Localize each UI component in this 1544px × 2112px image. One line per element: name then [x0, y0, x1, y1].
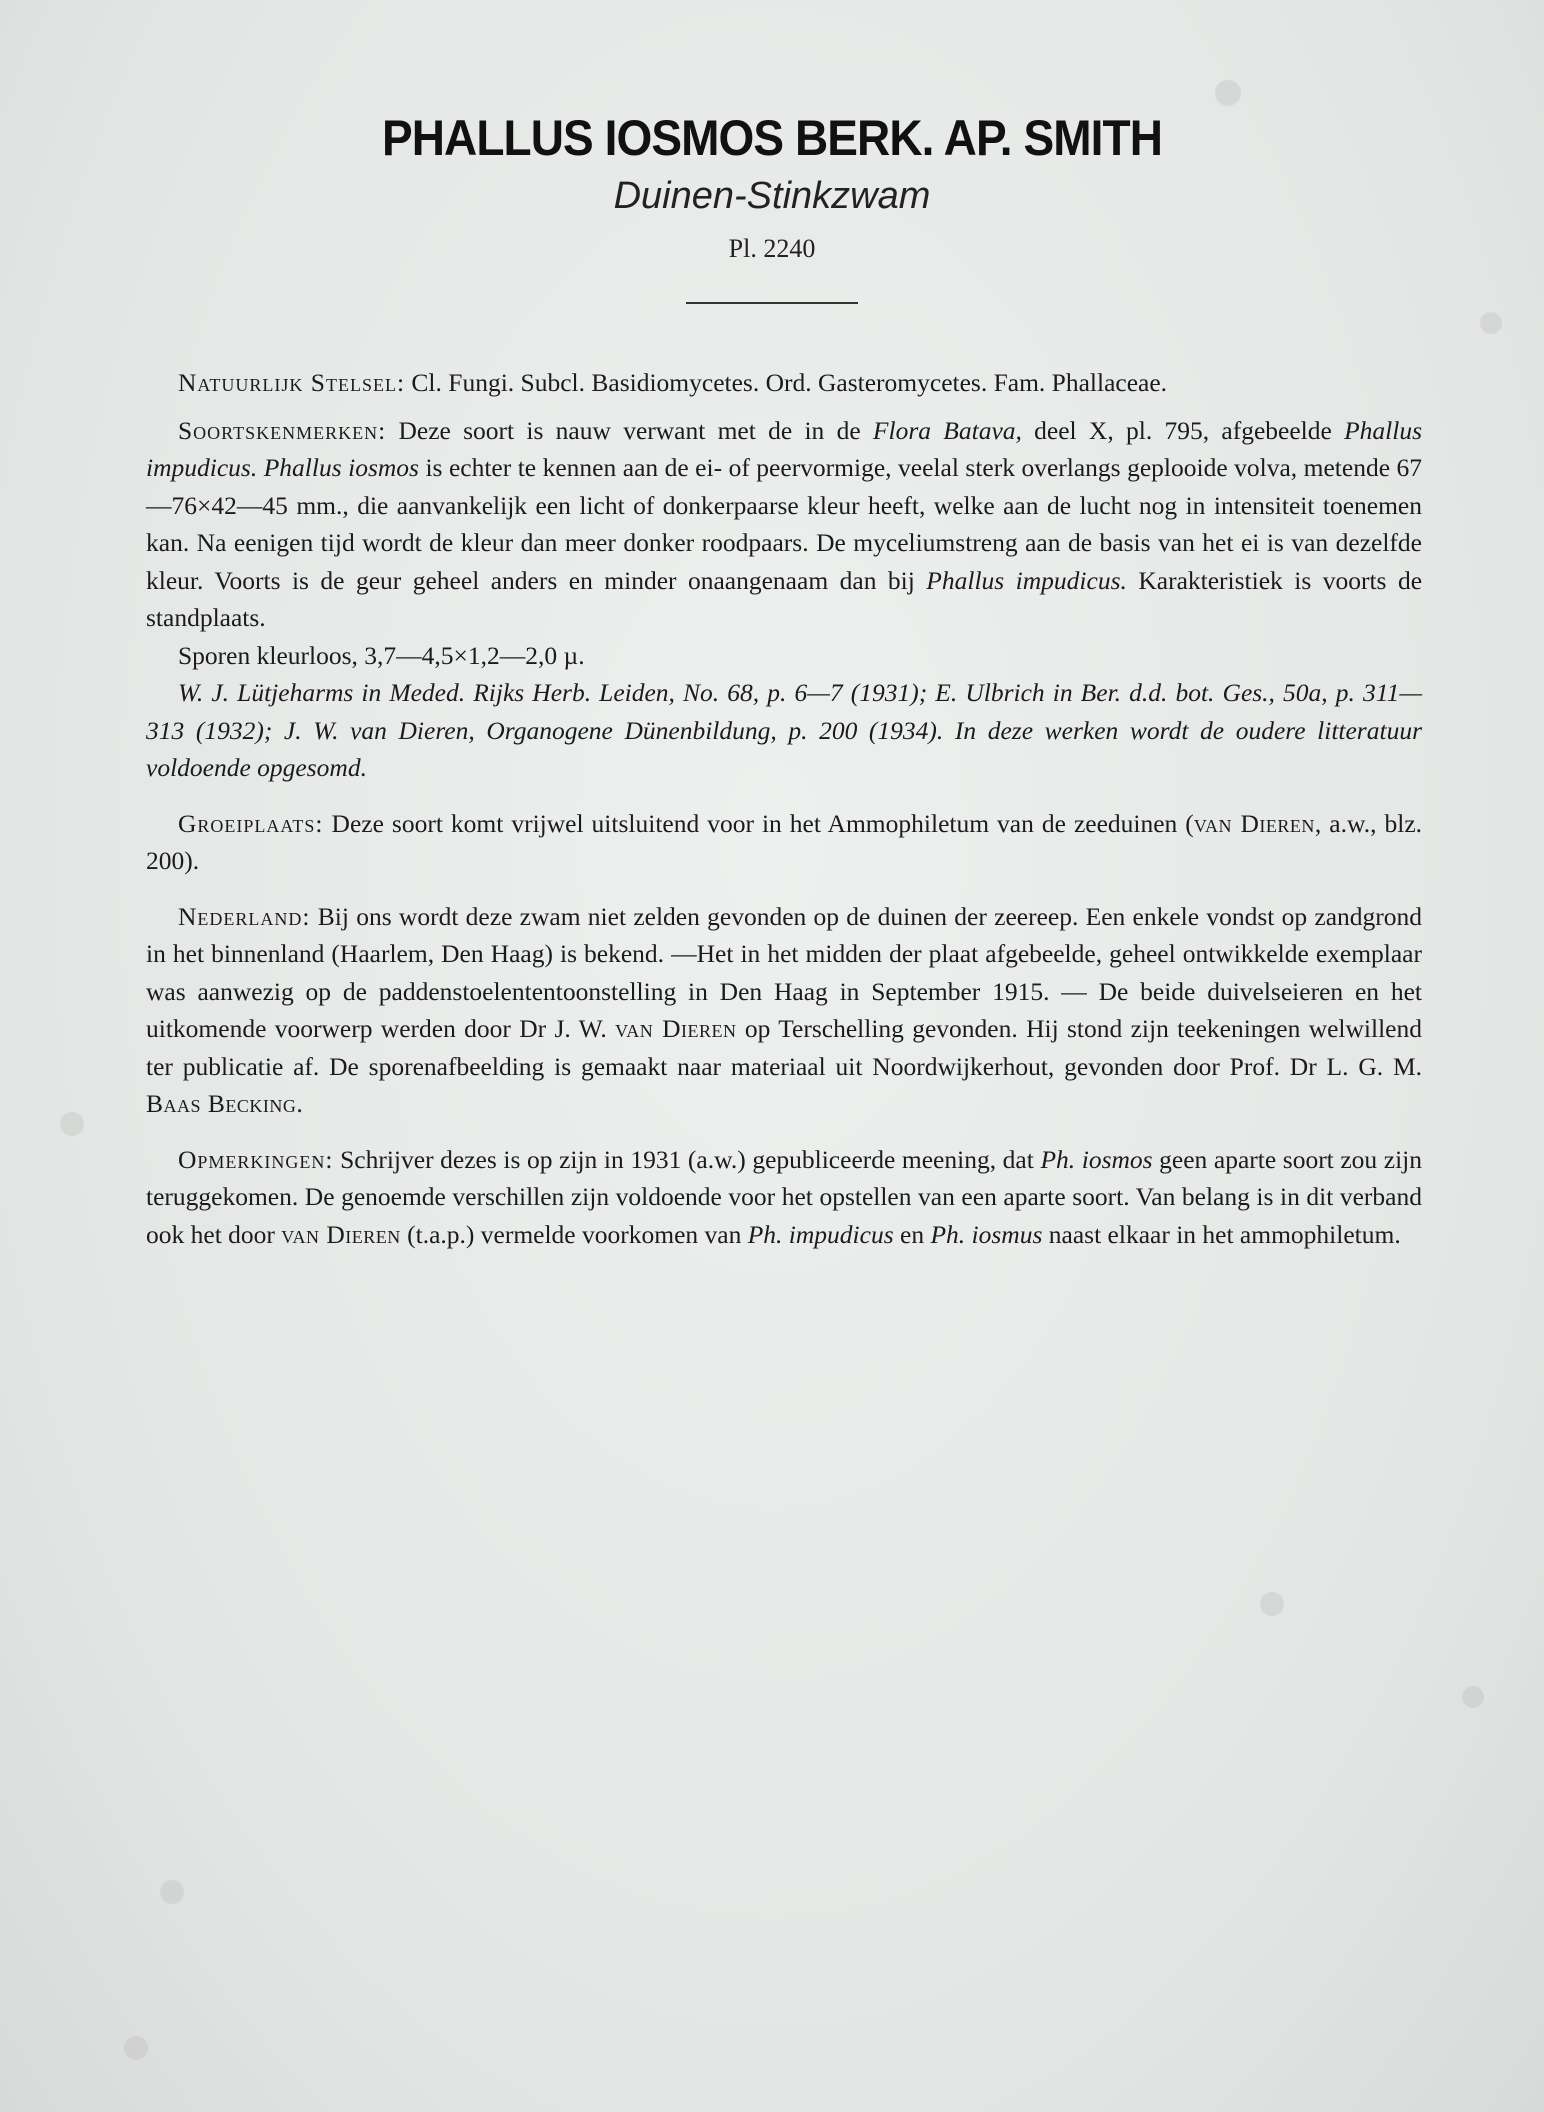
species-name-italic: Phallus impudicus. Phallus iosmos [146, 415, 1422, 482]
spore-description: Sporen kleurloos, 3,7—4,5×1,2—2,0 µ. [178, 640, 585, 670]
citation-italic: Flora Batava, [872, 415, 1022, 445]
page-header [0, 108, 1544, 304]
section-text: is echter te kennen aan de ei- of peervormige, veelal sterk overlangs geplooide volva, metende 67—76×42—45 mm., die aanvankelijk een licht of donkerpaarse kleur heeft, welke aan de lucht nog in intensiteit toenemen kan. Na eenigen tijd wordt de kleur dan meer donker roodpaars. De myceliumstreng aan de basis van het ei is van dezelfde kleur. Voorts is de geur geheel anders en minder onaangenaam dan bij [146, 453, 1423, 595]
section-text: Schrijver dezes is op zijn in 1931 (a.w.) gepubliceerde meening, dat [340, 1144, 1034, 1174]
section-label: Nederland: [178, 901, 311, 931]
document-body [146, 364, 1422, 1253]
paper-spot [1462, 1686, 1484, 1708]
paper-spot [124, 2036, 148, 2060]
author-name: van Dieren [281, 1219, 401, 1249]
plate-number: Pl. 2240 [728, 234, 816, 263]
section-text: en [900, 1219, 925, 1249]
species-name-italic: Ph. iosmus [930, 1219, 1043, 1249]
section-label: Groeiplaats: [178, 808, 324, 838]
section-text: Deze soort is nauw verwant met de in de [398, 415, 861, 445]
author-name: Baas Becking. [146, 1089, 304, 1118]
species-name-italic: Phallus impudicus. [926, 565, 1127, 595]
section-text: geen aparte soort zou zijn teruggekomen. De genoemde verschillen zijn voldoende voor het opstellen van een aparte soort. Van belang is in dit verband ook het door [146, 1144, 1423, 1249]
section-text: op Terschelling gevonden. Hij stond zijn teekeningen welwillend ter publicatie af. De sporenafbeelding is gemaakt naar materiaal uit Noordwijkerhout, gevonden door Prof. Dr L. G. M. [146, 1014, 1422, 1081]
section-soortskenmerken [146, 412, 1422, 637]
section-natuurlijk-stelsel [146, 364, 1422, 402]
paper-spot [60, 1112, 84, 1136]
section-label: Opmerkingen: [178, 1144, 334, 1174]
section-nederland [146, 898, 1422, 1123]
header-divider [686, 302, 858, 304]
section-text: naast elkaar in het ammophiletum. [1048, 1219, 1401, 1249]
section-groeiplaats [146, 805, 1422, 880]
literature-references: W. J. Lütjeharms in Meded. Rijks Herb. Leiden, No. 68, p. 6—7 (1931); E. Ulbrich in Ber. d.d. bot. Ges., 50a, p. 311—313 (1932); J. W. van Dieren, Organogene Dünenbildung, p. 200 (1934). In deze werken wordt de oudere litteratuur voldoende opgesomd. [146, 678, 1422, 782]
author-name: van Dieren [1193, 808, 1315, 838]
species-title: PHALLUS IOSMOS BERK. AP. SMITH [381, 110, 1163, 166]
common-name: Duinen-Stinkzwam [613, 175, 931, 217]
section-label: Natuurlijk Stelsel: [178, 368, 406, 397]
section-text: Bij ons wordt deze zwam niet zelden gevonden op de duinen der zeereep. Een enkele vondst op zandgrond in het binnenland (Haarlem, Den Haag) is bekend. —Het in het midden der plaat afgebeelde, geheel ontwikkelde exemplaar was aanwezig op de paddenstoelententoonstelling in Den Haag in September 1915. — De beide duivelseieren en het uitkomende voorwerp werden door Dr J. W. [146, 901, 1423, 1043]
section-text: Cl. Fungi. Subcl. Basidiomycetes. Ord. Gasteromycetes. Fam. Phallaceae. [411, 368, 1168, 397]
section-text: , a.w., blz. 200). [146, 808, 1423, 875]
section-text: deel X, pl. 795, afgebeelde [1034, 415, 1332, 445]
species-name-italic: Ph. impudicus [747, 1219, 894, 1249]
paper-spot [160, 1880, 184, 1904]
paper-spot [1480, 312, 1502, 334]
section-text: Karakteristiek is voorts de standplaats. [146, 565, 1423, 632]
species-name-italic: Ph. iosmos [1040, 1144, 1153, 1174]
section-label: Soortskenmerken: [178, 415, 387, 445]
section-text: (t.a.p.) vermelde voorkomen van [407, 1219, 742, 1249]
section-text: Deze soort komt vrijwel uitsluitend voor in het Ammophiletum van de zeeduinen ( [331, 808, 1194, 838]
paper-spot [1215, 80, 1241, 106]
paper-spot [1260, 1592, 1284, 1616]
author-name: van Dieren [615, 1014, 737, 1043]
section-opmerkingen [146, 1141, 1422, 1254]
